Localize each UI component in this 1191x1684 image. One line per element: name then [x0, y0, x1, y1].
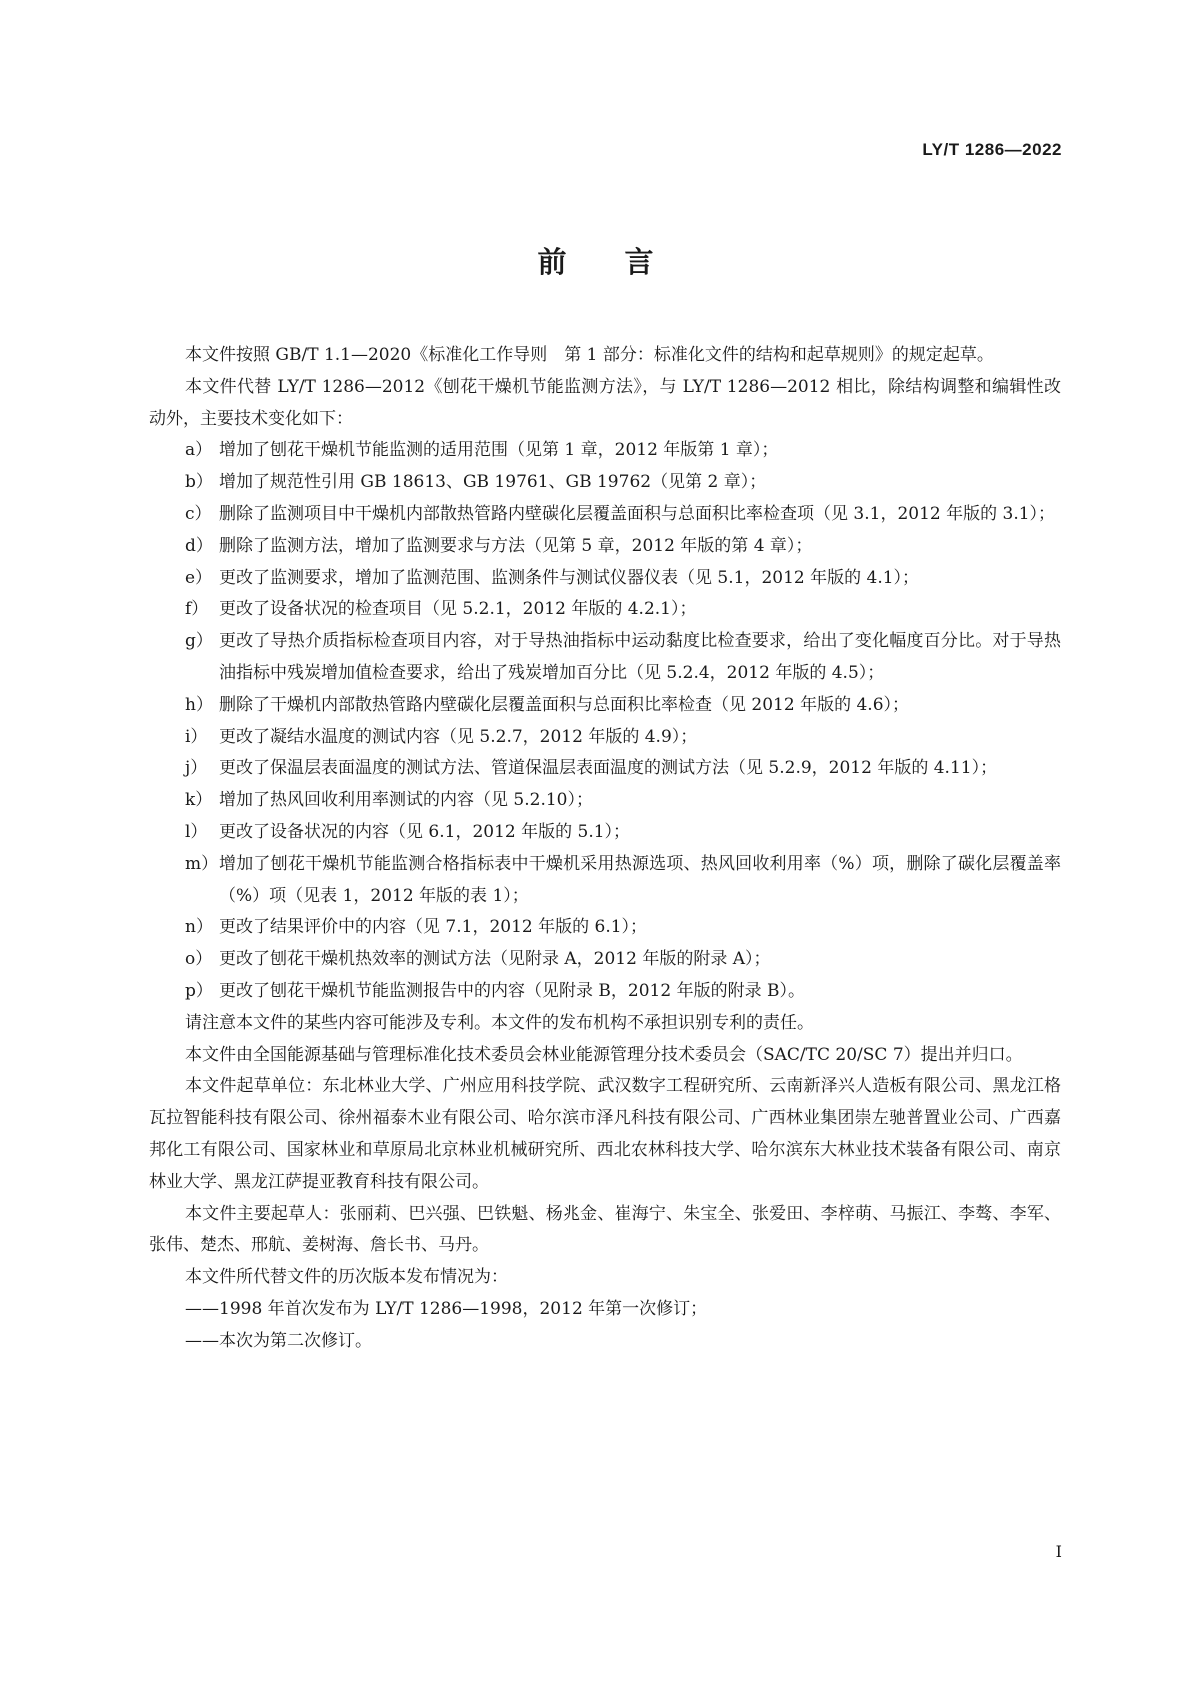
list-item-text: 更改了刨花干燥机热效率的测试方法（见附录 A，2012 年版的附录 A）；	[219, 949, 771, 970]
list-item	[149, 944, 1061, 976]
list-marker: o）	[185, 949, 213, 970]
list-item-text: 更改了结果评价中的内容（见 7.1，2012 年版的 6.1）；	[219, 917, 648, 938]
list-marker: d）	[185, 535, 213, 556]
list-item-text: 增加了刨花干燥机节能监测合格指标表中干燥机采用热源选项、热风回收利用率（%）项，删除了碳化层覆盖率（%）项（见表 1，2012 年版的表 1）；	[219, 853, 1061, 906]
list-item	[149, 817, 1061, 849]
history-item: ——本次为第二次修订。	[185, 1330, 372, 1351]
proposer-paragraph: 本文件由全国能源基础与管理标准化技术委员会林业能源管理分技术委员会（SAC/TC 20/SC 7）提出并归口。	[185, 1044, 1023, 1065]
list-marker: n）	[185, 917, 213, 938]
list-item	[149, 435, 1061, 467]
patent-notice: 请注意本文件的某些内容可能涉及专利。本文件的发布机构不承担识别专利的责任。	[185, 1012, 814, 1033]
list-item	[149, 594, 1061, 626]
list-marker: c）	[185, 503, 212, 524]
intro-paragraph: 本文件代替 LY/T 1286—2012《刨花干燥机节能监测方法》，与 LY/T 1286—2012 相比，除结构调整和编辑性改动外，主要技术变化如下：	[149, 376, 1061, 429]
history-item: ——1998 年首次发布为 LY/T 1286—1998，2012 年第一次修订；	[185, 1298, 708, 1319]
list-item	[149, 531, 1061, 563]
changes-list	[149, 435, 1061, 1007]
list-item-text: 增加了热风回收利用率测试的内容（见 5.2.10）；	[219, 790, 593, 811]
list-item	[149, 849, 1061, 913]
list-item	[149, 785, 1061, 817]
list-item-text: 删除了监测方法，增加了监测要求与方法（见第 5 章，2012 年版的第 4 章）；	[219, 535, 813, 556]
foreword-body	[149, 340, 1061, 1358]
list-item	[149, 753, 1061, 785]
list-item-text: 更改了凝结水温度的测试内容（见 5.2.7，2012 年版的 4.9）；	[219, 726, 698, 747]
drafting-units-paragraph: 本文件起草单位：东北林业大学、广州应用科技学院、武汉数字工程研究所、云南新泽兴人造板有限公司、黑龙江格瓦拉智能科技有限公司、徐州福泰木业有限公司、哈尔滨市泽凡科技有限公司、广西林业集团崇左驰普置业公司、广西嘉邦化工有限公司、国家林业和草原局北京林业机械研究所、西北农林科技大学、哈尔滨东大林业技术装备有限公司、南京林业大学、黑龙江萨提亚教育科技有限公司。	[149, 1076, 1061, 1192]
list-item	[149, 499, 1061, 531]
standard-code: LY/T 1286—2022	[922, 140, 1062, 159]
page-number: I	[1055, 1542, 1062, 1561]
list-item-text: 增加了规范性引用 GB 18613、GB 19761、GB 19762（见第 2 章）；	[219, 472, 767, 493]
list-item	[149, 626, 1061, 690]
list-marker: f）	[185, 599, 209, 620]
list-item-text: 更改了设备状况的内容（见 6.1，2012 年版的 5.1）；	[219, 821, 631, 842]
drafters-paragraph: 本文件主要起草人：张丽莉、巴兴强、巴铁魁、杨兆金、崔海宁、朱宝全、张爱田、李梓萌、马振江、李骜、李军、张伟、楚杰、邢航、姜树海、詹长书、马丹。	[149, 1203, 1061, 1256]
history-heading: 本文件所代替文件的历次版本发布情况为：	[185, 1267, 508, 1288]
list-item	[149, 563, 1061, 595]
list-item	[149, 690, 1061, 722]
list-item-text: 更改了设备状况的检查项目（见 5.2.1，2012 年版的 4.2.1）；	[219, 599, 697, 620]
list-marker: l）	[185, 821, 208, 842]
list-item	[149, 912, 1061, 944]
list-item-text: 更改了监测要求，增加了监测范围、监测条件与测试仪器仪表（见 5.1，2012 年版的 4.1）；	[219, 567, 920, 588]
list-item	[149, 722, 1061, 754]
list-marker: h）	[185, 694, 213, 715]
list-marker: k）	[185, 790, 213, 811]
list-marker: b）	[185, 472, 213, 493]
list-marker: j）	[185, 758, 208, 779]
list-marker: e）	[185, 567, 213, 588]
list-marker: p）	[185, 980, 213, 1001]
list-item-text: 删除了干燥机内部散热管路内壁碳化层覆盖面积与总面积比率检查（见 2012 年版的 4.6）；	[219, 694, 910, 715]
list-item-text: 更改了导热介质指标检查项目内容，对于导热油指标中运动黏度比检查要求，给出了变化幅度百分比。对于导热油指标中残炭增加值检查要求，给出了残炭增加百分比（见 5.2.4，2012 年版的 4.5）；	[219, 631, 1061, 683]
list-item-text: 删除了监测项目中干燥机内部散热管路内壁碳化层覆盖面积与总面积比率检查项（见 3.1，2012 年版的 3.1）；	[219, 503, 1056, 524]
list-item-text: 更改了刨花干燥机节能监测报告中的内容（见附录 B，2012 年版的附录 B）。	[219, 980, 805, 1001]
list-marker: i）	[185, 726, 208, 747]
list-item-text: 增加了刨花干燥机节能监测的适用范围（见第 1 章，2012 年版第 1 章）；	[219, 440, 779, 461]
list-marker: m）	[185, 853, 219, 874]
list-item	[149, 467, 1061, 499]
list-marker: a）	[185, 440, 213, 461]
page-title: 前言	[537, 245, 712, 279]
intro-paragraph: 本文件按照 GB/T 1.1—2020《标准化工作导则 第 1 部分：标准化文件的结构和起草规则》的规定起草。	[185, 345, 994, 365]
list-item	[149, 976, 1061, 1008]
list-marker: g）	[185, 631, 213, 652]
list-item-text: 更改了保温层表面温度的测试方法、管道保温层表面温度的测试方法（见 5.2.9，2012 年版的 4.11）；	[219, 758, 998, 779]
